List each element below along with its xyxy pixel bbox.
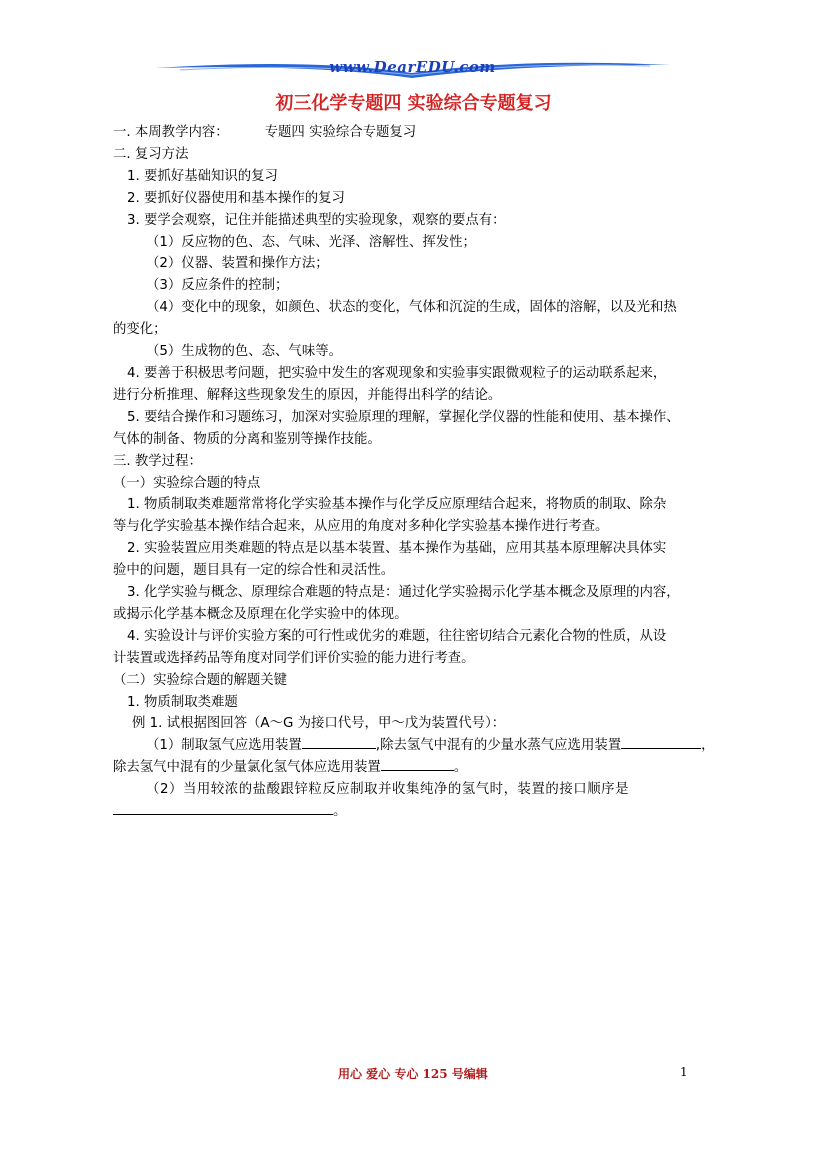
method-item-4-cont: 进行分析推理、解释这些现象发生的原因，并能得出科学的结论。 xyxy=(113,387,502,403)
key-item-1: 1. 物质制取类难题 xyxy=(127,694,238,710)
page-title: 初三化学专题四 实验综合专题复习 xyxy=(275,93,552,114)
method-item-2: 2. 要抓好仪器使用和基本操作的复习 xyxy=(127,190,345,206)
feature-item-2: 2. 实验装置应用类难题的特点是以基本装置、基本操作为基础，应用其基本原理解决具体实 xyxy=(127,541,667,557)
example-1-question-1: （1）制取氢气应选用装置 ,除去氢气中混有的少量水蒸气应选用装置 ， xyxy=(113,735,727,757)
section-2-heading: 二. 复习方法 xyxy=(113,146,189,162)
feature-item-3-cont: 或揭示化学基本概念及原理在化学实验中的体现。 xyxy=(113,606,408,622)
page-number: 1 xyxy=(680,1065,688,1079)
feature-item-1-cont: 等与化学实验基本操作结合起来，从应用的角度对多种化学实验基本操作进行考查。 xyxy=(113,519,609,535)
observation-point-4-cont: 的变化； xyxy=(113,322,167,338)
method-item-5: 5. 要结合操作和习题练习，加深对实验原理的理解，掌握化学仪器的性能和使用、基本操作、 xyxy=(127,409,680,425)
example-1-question-1-cont: 除去氢气中混有的少量氯化氢气体应选用装置 。 xyxy=(113,757,727,779)
observation-point-1: （1）反应物的色、态、气味、光泽、溶解性、挥发性； xyxy=(146,234,476,250)
answer-blank-2[interactable] xyxy=(621,735,701,749)
answer-blank-1[interactable] xyxy=(302,735,376,749)
answer-blank-3[interactable] xyxy=(381,757,454,771)
example-1-stem: 例 1. 试根据图回答（A～G 为接口代号，甲～戊为装置代号）： xyxy=(132,716,506,732)
observation-point-2: （2）仪器、装置和操作方法； xyxy=(146,256,329,272)
document-body xyxy=(113,122,727,823)
part-1-heading: （一）实验综合题的特点 xyxy=(113,475,261,491)
section-1-topic: 专题四 实验综合专题复习 xyxy=(264,125,417,140)
feature-item-4: 4. 实验设计与评价实验方案的可行性或优劣的难题，往往密切结合元素化合物的性质，从设 xyxy=(127,628,667,644)
method-item-3: 3. 要学会观察，记住并能描述典型的实验现象，观察的要点有： xyxy=(127,212,506,228)
observation-point-5: （5）生成物的色、态、气味等。 xyxy=(146,344,342,360)
section-3-heading: 三. 教学过程： xyxy=(113,453,202,469)
answer-blank-4[interactable] xyxy=(113,801,333,815)
section-1-line xyxy=(113,122,727,144)
footer-text: 用心 爱心 专心 125 号编辑 xyxy=(338,1067,488,1081)
feature-item-1: 1. 物质制取类难题常常将化学实验基本操作与化学反应原理结合起来，将物质的制取、除杂 xyxy=(127,497,667,513)
method-item-1: 1. 要抓好基础知识的复习 xyxy=(127,168,278,184)
observation-point-3: （3）反应条件的控制； xyxy=(146,278,289,294)
observation-point-4: （4）变化中的现象，如颜色、状态的变化，气体和沉淀的生成，固体的溶解，以及光和热 xyxy=(146,300,677,316)
feature-item-4-cont: 计装置或选择药品等角度对同学们评价实验的能力进行考查。 xyxy=(113,650,475,666)
example-1-question-2: （2）当用较浓的盐酸跟锌粒反应制取并收集纯净的氢气时，装置的接口顺序是 xyxy=(146,782,630,798)
header-banner xyxy=(150,54,675,84)
feature-item-3: 3. 化学实验与概念、原理综合难题的特点是：通过化学实验揭示化学基本概念及原理的内容， xyxy=(127,585,680,601)
section-1-label: 一. 本周教学内容： xyxy=(113,125,229,140)
part-2-heading: （二）实验综合题的解题关键 xyxy=(113,672,288,688)
method-item-4: 4. 要善于积极思考问题，把实验中发生的客观现象和实验事实跟微观粒子的运动联系起来， xyxy=(127,365,667,381)
feature-item-2-cont: 验中的问题，题目具有一定的综合性和灵活性。 xyxy=(113,563,395,579)
brand-logo-text[interactable]: www.DearEDU.com xyxy=(329,58,496,76)
example-1-question-2-cont: 。 xyxy=(113,801,727,823)
method-item-5-cont: 气体的制备、物质的分离和鉴别等操作技能。 xyxy=(113,431,381,447)
